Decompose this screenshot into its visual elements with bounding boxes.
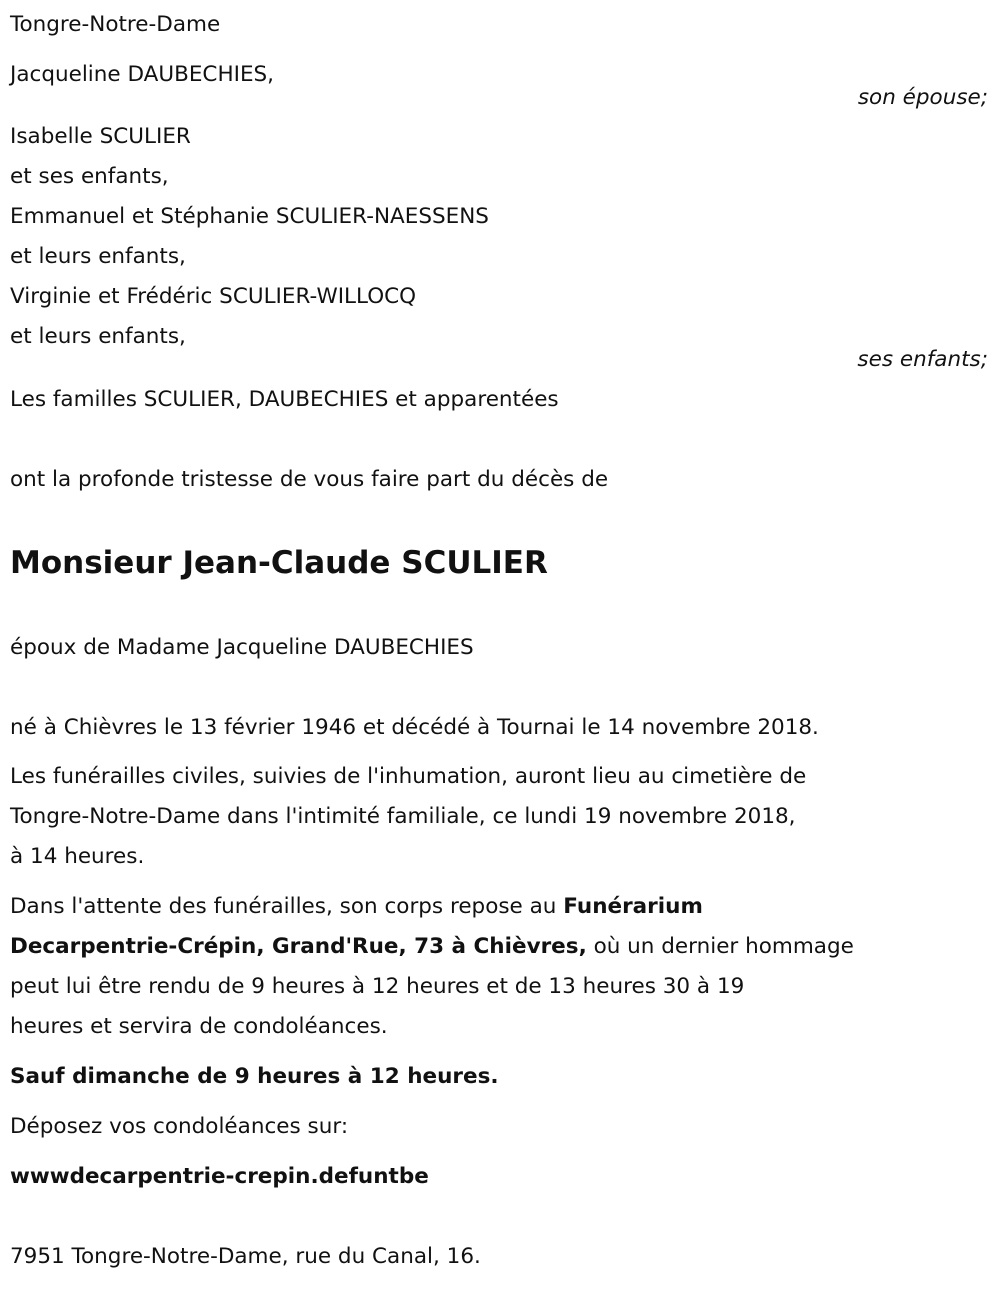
children-role: ses enfants; bbox=[857, 347, 988, 372]
funeral-line: à 14 heures. bbox=[10, 844, 145, 869]
birth-death: né à Chièvres le 13 février 1946 et décédé à Tournai le 14 novembre 2018. bbox=[10, 715, 819, 740]
funeral-line: Tongre-Notre-Dame dans l'intimité familiale, ce lundi 19 novembre 2018, bbox=[10, 804, 796, 829]
child-line: Virginie et Frédéric SCULIER-WILLOCQ bbox=[10, 284, 417, 309]
deceased-name: Monsieur Jean-Claude SCULIER bbox=[10, 545, 548, 581]
address: 7951 Tongre-Notre-Dame, rue du Canal, 16. bbox=[10, 1244, 481, 1269]
sunday-note: Sauf dimanche de 9 heures à 12 heures. bbox=[10, 1064, 499, 1089]
repose-line-2 bbox=[10, 933, 854, 961]
funeral-line: Les funérailles civiles, suivies de l'inhumation, auront lieu au cimetière de bbox=[10, 764, 807, 789]
condolences-label: Déposez vos condoléances sur: bbox=[10, 1114, 349, 1139]
child-line: Isabelle SCULIER bbox=[10, 124, 191, 149]
child-line: et leurs enfants, bbox=[10, 324, 186, 349]
repose-line-1 bbox=[10, 893, 703, 921]
header-place: Tongre-Notre-Dame bbox=[10, 12, 221, 37]
spouse-of: époux de Madame Jacqueline DAUBECHIES bbox=[10, 635, 474, 660]
funerarium-label: Funérarium bbox=[563, 894, 703, 919]
condolences-url[interactable]: wwwdecarpentrie-crepin.defuntbe bbox=[10, 1164, 429, 1189]
repose-line-3: peut lui être rendu de 9 heures à 12 heures et de 13 heures 30 à 19 bbox=[10, 974, 745, 999]
families: Les familles SCULIER, DAUBECHIES et apparentées bbox=[10, 387, 559, 412]
spouse-name: Jacqueline DAUBECHIES, bbox=[10, 62, 275, 87]
repose-line-4: heures et servira de condoléances. bbox=[10, 1014, 388, 1039]
child-line: et leurs enfants, bbox=[10, 244, 186, 269]
repose-text: Dans l'attente des funérailles, son corps repose au bbox=[10, 894, 564, 919]
funerarium-address: Decarpentrie-Crépin, Grand'Rue, 73 à Chièvres, bbox=[10, 934, 587, 959]
child-line: Emmanuel et Stéphanie SCULIER-NAESSENS bbox=[10, 204, 489, 229]
child-line: et ses enfants, bbox=[10, 164, 169, 189]
announcement: ont la profonde tristesse de vous faire part du décès de bbox=[10, 467, 609, 492]
repose-text: où un dernier hommage bbox=[586, 934, 854, 959]
spouse-role: son épouse; bbox=[857, 85, 988, 110]
